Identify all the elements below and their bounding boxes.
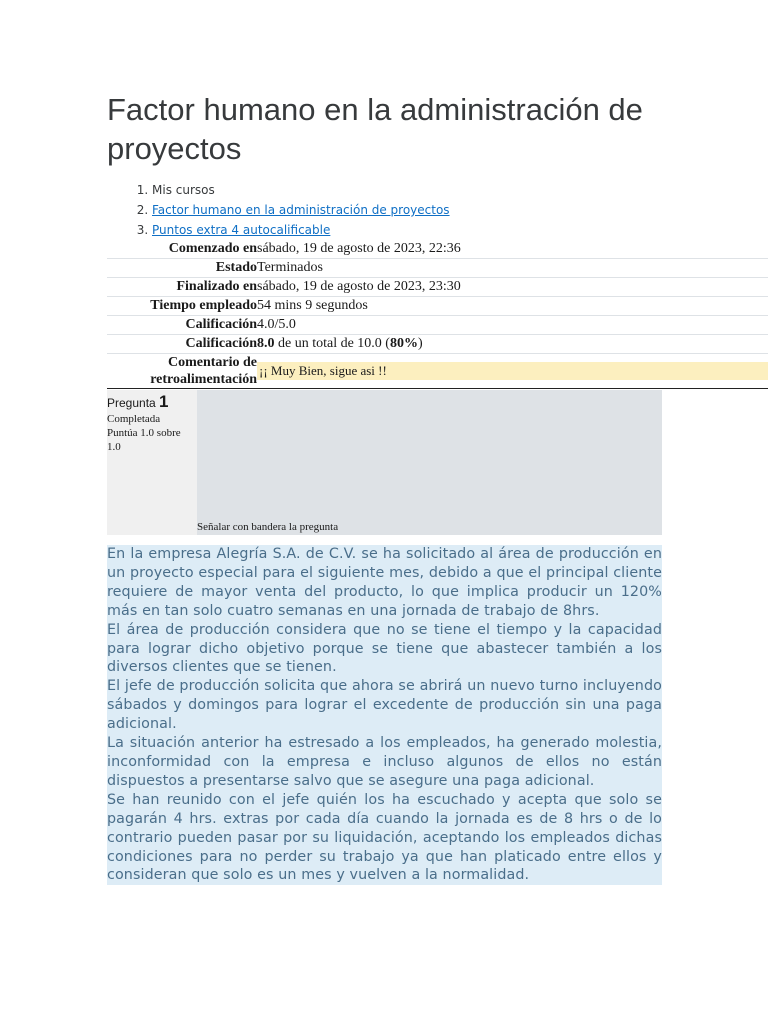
summary-row-started <box>107 240 768 259</box>
grade-score: 8.0 <box>257 336 275 351</box>
question-number-value: 1 <box>159 392 169 411</box>
question-score: Puntúa 1.0 sobre 1.0 <box>107 427 181 453</box>
question-paragraph: El área de producción considera que no se tiene el tiempo y la capacidad para lograr dicho objetivo porque se tiene que abastecer también a los diversos clientes que se tienen. <box>107 621 662 676</box>
question-info <box>107 390 197 535</box>
breadcrumb <box>128 180 450 240</box>
grade-total: de un total de 10.0 ( <box>274 336 390 351</box>
question-paragraph: En la empresa Alegría S.A. de C.V. se ha solicitado al área de producción en un proyecto especial para el siguiente mes, debido a que el principal cliente requiere de mayor venta del producto, lo que implica producir un 120% más en tan solo cuatro semanas en una jornada de trabajo de 8hrs. <box>107 546 662 619</box>
grade-close: ) <box>417 336 423 351</box>
summary-row-finished <box>107 278 768 297</box>
state-value: Terminados <box>257 260 323 275</box>
grade-label: Calificación <box>185 336 257 351</box>
marks-value: 4.0/5.0 <box>257 317 296 332</box>
marks-label: Calificación <box>185 317 257 332</box>
breadcrumb-item-quiz[interactable] <box>152 220 450 240</box>
time-value: 54 mins 9 segundos <box>257 298 368 313</box>
grade-percent: 80% <box>389 336 418 351</box>
question-text <box>107 545 662 885</box>
question-state: Completada <box>107 413 161 425</box>
feedback-label-line2: retroalimentación <box>150 372 257 387</box>
question-info-panel <box>107 390 662 535</box>
feedback-value: ¡¡ Muy Bien, sigue asi !! <box>257 362 768 380</box>
started-value: sábado, 19 de agosto de 2023, 22:36 <box>257 241 461 256</box>
question-label: Pregunta <box>107 396 156 410</box>
summary-row-time <box>107 297 768 316</box>
breadcrumb-label: Mis cursos <box>152 183 215 197</box>
breadcrumb-item-course[interactable] <box>152 200 450 220</box>
feedback-label <box>107 354 257 388</box>
time-label: Tiempo empleado <box>150 298 257 313</box>
summary-row-marks <box>107 316 768 335</box>
finished-label: Finalizado en <box>176 279 257 294</box>
question-number <box>107 390 197 412</box>
breadcrumb-link-course[interactable]: Factor humano en la administración de proyectos <box>152 203 450 217</box>
page-title: Factor humano en la administración de proyectos <box>107 92 643 166</box>
breadcrumb-link-quiz[interactable]: Puntos extra 4 autocalificable <box>152 223 331 237</box>
finished-value: sábado, 19 de agosto de 2023, 23:30 <box>257 279 461 294</box>
question-paragraph: El jefe de producción solicita que ahora se abrirá un nuevo turno incluyendo sábados y domingos para lograr el excedente de producción sin una paga adicional. <box>107 678 662 733</box>
state-label: Estado <box>215 260 257 275</box>
summary-row-state <box>107 259 768 278</box>
started-label: Comenzado en <box>168 241 257 256</box>
question-paragraph: La situación anterior ha estresado a los empleados, ha generado molestia, inconformidad con la empresa e incluso algunos de ellos no están dispuestos a presentarse salvo que se asegure una paga adicional. <box>107 735 662 789</box>
question-paragraph: Se han reunido con el jefe quién los ha escuchado y acepta que solo se pagarán 4 hrs. extras por cada día cuando la jornada es de 8 hrs o de lo contrario pueden pasar por su liquidación, aceptando los empleados dichas condiciones para no perder su trabajo ya que han platicado entre ellos y consideran que solo es un mes y vuelven a la normalidad. <box>107 791 662 884</box>
flag-question-link[interactable]: Señalar con bandera la pregunta <box>197 521 339 533</box>
summary-row-feedback <box>107 354 768 389</box>
breadcrumb-item-my-courses <box>152 180 450 200</box>
summary-row-grade <box>107 335 768 354</box>
attempt-summary-table <box>107 240 768 389</box>
feedback-label-line1: Comentario de <box>167 355 257 370</box>
grade-value <box>257 336 423 352</box>
